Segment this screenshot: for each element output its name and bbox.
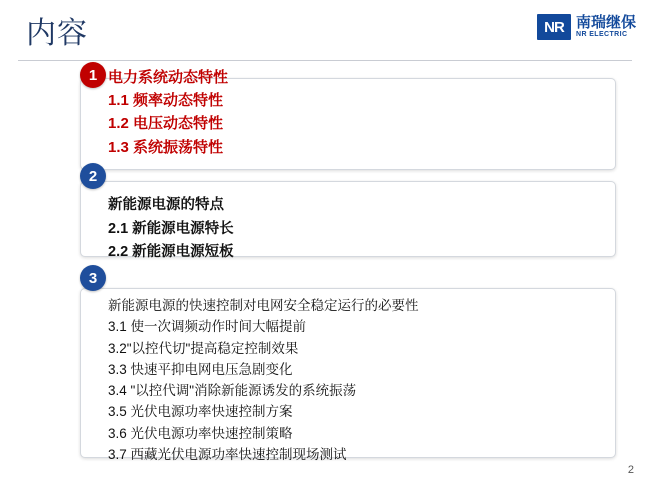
toc-item[interactable]: 2.2 新能源电源短板 (108, 244, 234, 261)
toc-item[interactable]: 2.1 新能源电源特长 (108, 220, 234, 237)
toc-item[interactable]: 3.3 快速平抑电网电压急剧变化 (108, 361, 293, 377)
toc-item[interactable]: 1.3 系统振荡特性 (108, 138, 224, 156)
section-bullet-3: 3 (80, 265, 106, 291)
toc-item[interactable]: 3.4 "以控代调"消除新能源诱发的系统振荡 (108, 383, 357, 399)
toc-item[interactable]: 3.5 光伏电源功率快速控制方案 (108, 404, 293, 420)
section-lines-2 (108, 196, 234, 267)
toc-item[interactable]: 3.2"以控代切"提高稳定控制效果 (108, 340, 299, 356)
logo-text (576, 15, 636, 38)
toc-item[interactable]: 1.1 频率动态特性 (108, 92, 224, 110)
header-divider (18, 60, 632, 61)
page-number: 2 (627, 464, 634, 476)
company-logo (537, 14, 636, 40)
toc-item[interactable]: 新能源电源的特点 (108, 197, 224, 213)
section-lines-3 (108, 297, 419, 467)
logo-mark-icon: NR (537, 14, 571, 40)
toc-item[interactable]: 电力系统动态特性 (108, 69, 229, 86)
toc-item[interactable]: 3.6 光伏电源功率快速控制策略 (108, 425, 293, 441)
toc-item[interactable]: 3.7 西藏光伏电源功率快速控制现场测试 (108, 446, 347, 462)
section-lines-1 (108, 68, 228, 161)
section-bullet-2: 2 (80, 163, 106, 189)
page-title: 内容 (26, 17, 88, 50)
logo-name-cn: 南瑞继保 (575, 14, 636, 32)
slide-header (0, 0, 650, 62)
section-bullet-1: 1 (80, 62, 106, 88)
toc-item[interactable]: 1.2 电压动态特性 (108, 115, 224, 133)
logo-name-en: NR ELECTRIC (575, 31, 628, 39)
toc-item[interactable]: 新能源电源的快速控制对电网安全稳定运行的必要性 (108, 298, 419, 313)
toc-item[interactable]: 3.1 使一次调频动作时间大幅提前 (108, 319, 307, 335)
